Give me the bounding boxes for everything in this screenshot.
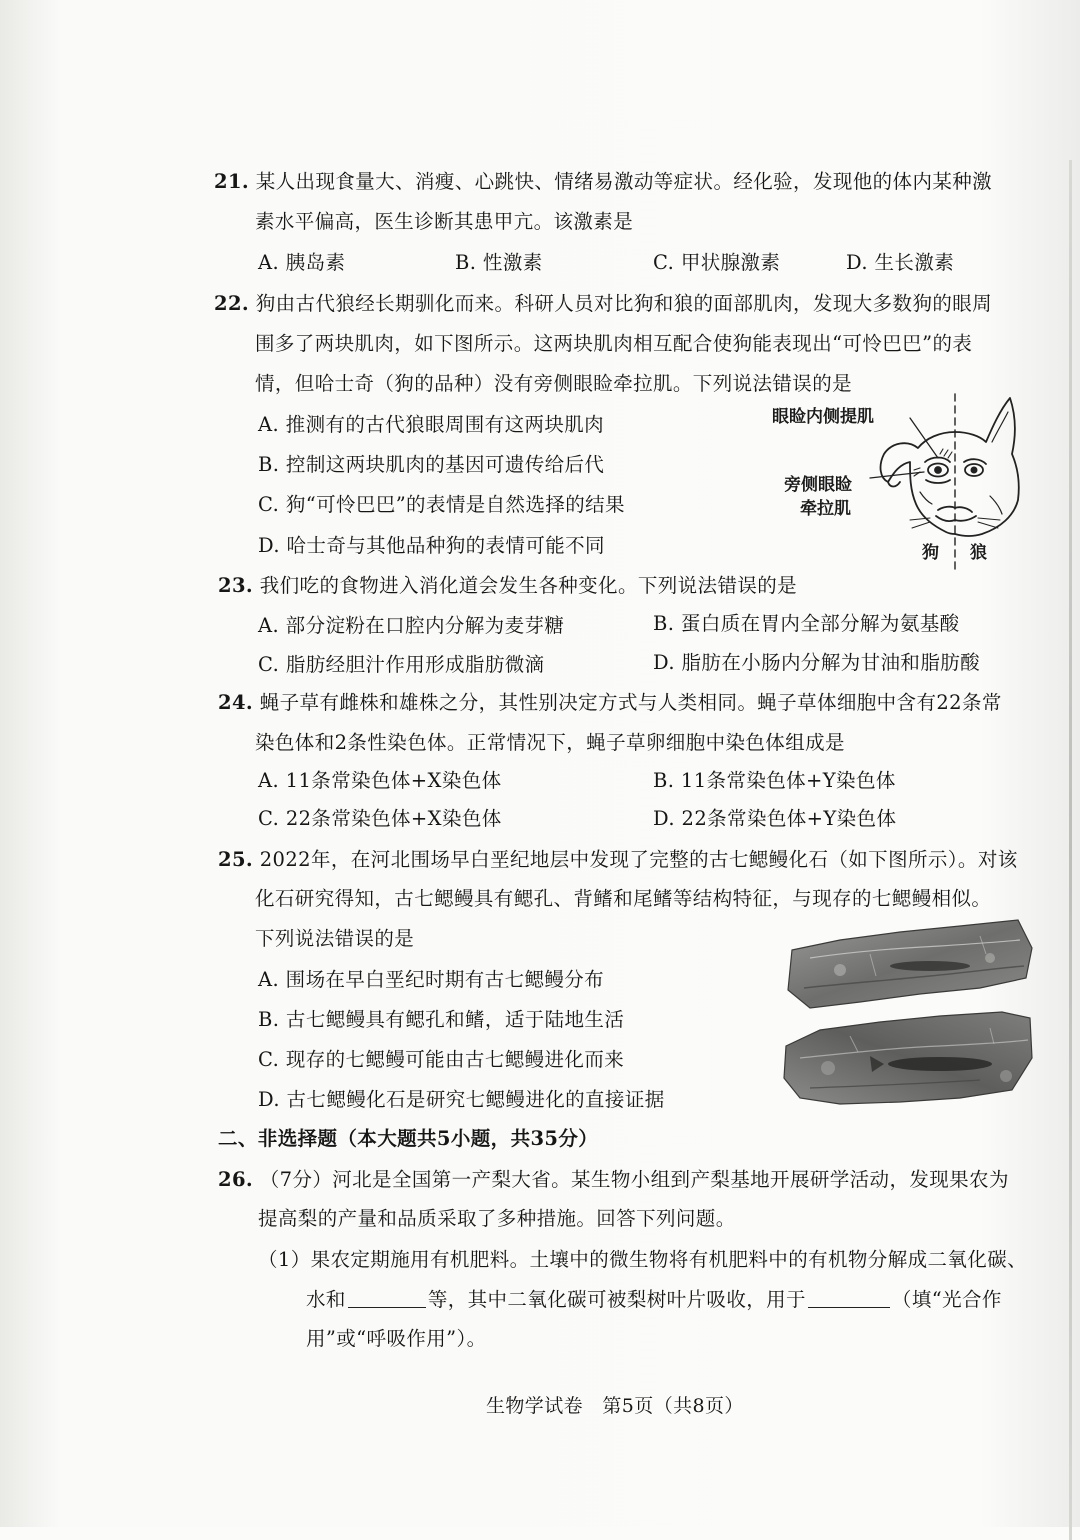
q25-option-c: C. 现存的七鳃鳗可能由古七鳃鳗进化而来 [258,1048,625,1071]
lamprey-fossil-photo [780,918,1035,1106]
q24-option-a: A. 11条常染色体+X染色体 [258,769,502,792]
q23-option-d: D. 脂肪在小肠内分解为甘油和脂肪酸 [653,651,981,674]
q21-option-d: D. 生长激素 [846,251,955,274]
q23-option-a: A. 部分淀粉在口腔内分解为麦芽糖 [258,614,565,637]
q24-number: 24. [218,691,254,714]
q26-sub1-line2 [306,1286,1002,1314]
q25-option-a: A. 围场在早白垩纪时期有古七鳃鳗分布 [258,968,605,991]
q23-option-b: B. 蛋白质在胃内全部分解为氨基酸 [653,612,960,635]
q26-text-1: （7分）河北是全国第一产梨大省。某生物小组到产梨基地开展研学活动，发现果农为 [259,1168,1009,1191]
figure-label-inner-muscle: 眼睑内侧提肌 [772,407,874,427]
q23-number: 23. [218,574,254,597]
figure-label-wolf: 狼 [970,543,987,563]
q23-option-c: C. 脂肪经胆汁作用形成脂肪微滴 [258,653,545,676]
q26-number: 26. [218,1168,254,1191]
q21-line2: 素水平偏高，医生诊断其患甲亢。该激素是 [255,210,634,233]
q21-option-b: B. 性激素 [455,251,543,274]
q24-option-d: D. 22条常染色体+Y染色体 [653,807,897,830]
section2-title: 二、非选择题（本大题共5小题，共35分） [218,1127,599,1150]
q26-line2: 提高梨的产量和品质采取了多种措施。回答下列问题。 [258,1207,736,1230]
answer-blank-1[interactable] [348,1287,426,1308]
q21-line1 [214,168,992,196]
q24-option-b: B. 11条常染色体+Y染色体 [653,769,896,792]
q22-option-a: A. 推测有的古代狼眼周围有这两块肌肉 [258,413,605,436]
q22-option-b: B. 控制这两块肌肉的基因可遗传给后代 [258,453,605,476]
q21-option-c: C. 甲状腺激素 [653,251,781,274]
q25-number: 25. [218,848,254,871]
q24-text-1: 蝇子草有雌株和雄株之分，其性别决定方式与人类相同。蝇子草体细胞中含有22条常 [259,691,1002,714]
answer-blank-2[interactable] [808,1287,890,1308]
q25-option-d: D. 古七鳃鳗化石是研究七鳃鳗进化的直接证据 [258,1088,665,1111]
q22-option-c: C. 狗“可怜巴巴”的表情是自然选择的结果 [258,493,625,516]
q21-text-1: 某人出现食量大、消瘦、心跳快、情绪易激动等症状。经化验，发现他的体内某种激 [255,170,993,193]
q25-line3: 下列说法错误的是 [255,927,415,950]
page-edge-shadow [1069,160,1072,1540]
q25-line2: 化石研究得知，古七鳃鳗具有鳃孔、背鳍和尾鳍等结构特征，与现存的七鳃鳗相似。 [255,887,992,910]
q21-number: 21. [214,170,250,193]
q26-sub1-line1: （1）果农定期施用有机肥料。土壤中的微生物将有机肥料中的有机物分解成二氧化碳、 [258,1248,1028,1271]
q24-line1 [218,689,1002,717]
q26-line1 [218,1166,1009,1194]
figure-label-dog: 狗 [922,543,939,563]
q22-line1 [214,290,992,318]
figure-label-side-muscle-2: 牵拉肌 [800,499,851,519]
q25-line1 [218,846,1018,874]
page-footer: 生物学试卷 第5页（共8页） [486,1395,744,1417]
q23-text-1: 我们吃的食物进入消化道会发生各种变化。下列说法错误的是 [259,574,798,597]
q22-line2: 围多了两块肌肉，如下图所示。这两块肌肉相互配合使狗能表现出“可怜巴巴”的表 [255,332,973,355]
q22-line3: 情，但哈士奇（狗的品种）没有旁侧眼睑牵拉肌。下列说法错误的是 [255,372,853,395]
q22-option-d: D. 哈士奇与其他品种狗的表情可能不同 [258,534,605,557]
q22-number: 22. [214,292,250,315]
q26-sub1-text-c: （填“光合作 [891,1288,1002,1311]
q26-sub1-line3: 用”或“呼吸作用”）。 [306,1327,487,1350]
q22-text-1: 狗由古代狼经长期驯化而来。科研人员对比狗和狼的面部肌肉，发现大多数狗的眼周 [255,292,993,315]
figure-label-side-muscle-1: 旁侧眼睑 [784,475,852,495]
q25-option-b: B. 古七鳃鳗具有鳃孔和鳍，适于陆地生活 [258,1008,625,1031]
q21-option-a: A. 胰岛素 [258,251,346,274]
q23-line1 [218,572,797,600]
q25-text-1: 2022年，在河北围场早白垩纪地层中发现了完整的古七鳃鳗化石（如下图所示）。对该 [259,848,1018,871]
dog-wolf-face-figure [760,392,1050,570]
q26-sub1-text-a: 水和 [306,1288,346,1311]
q24-line2: 染色体和2条性染色体。正常情况下，蝇子草卵细胞中染色体组成是 [255,731,845,754]
q26-sub1-text-b: 等，其中二氧化碳可被梨树叶片吸收，用于 [427,1288,806,1311]
q24-option-c: C. 22条常染色体+X染色体 [258,807,502,830]
